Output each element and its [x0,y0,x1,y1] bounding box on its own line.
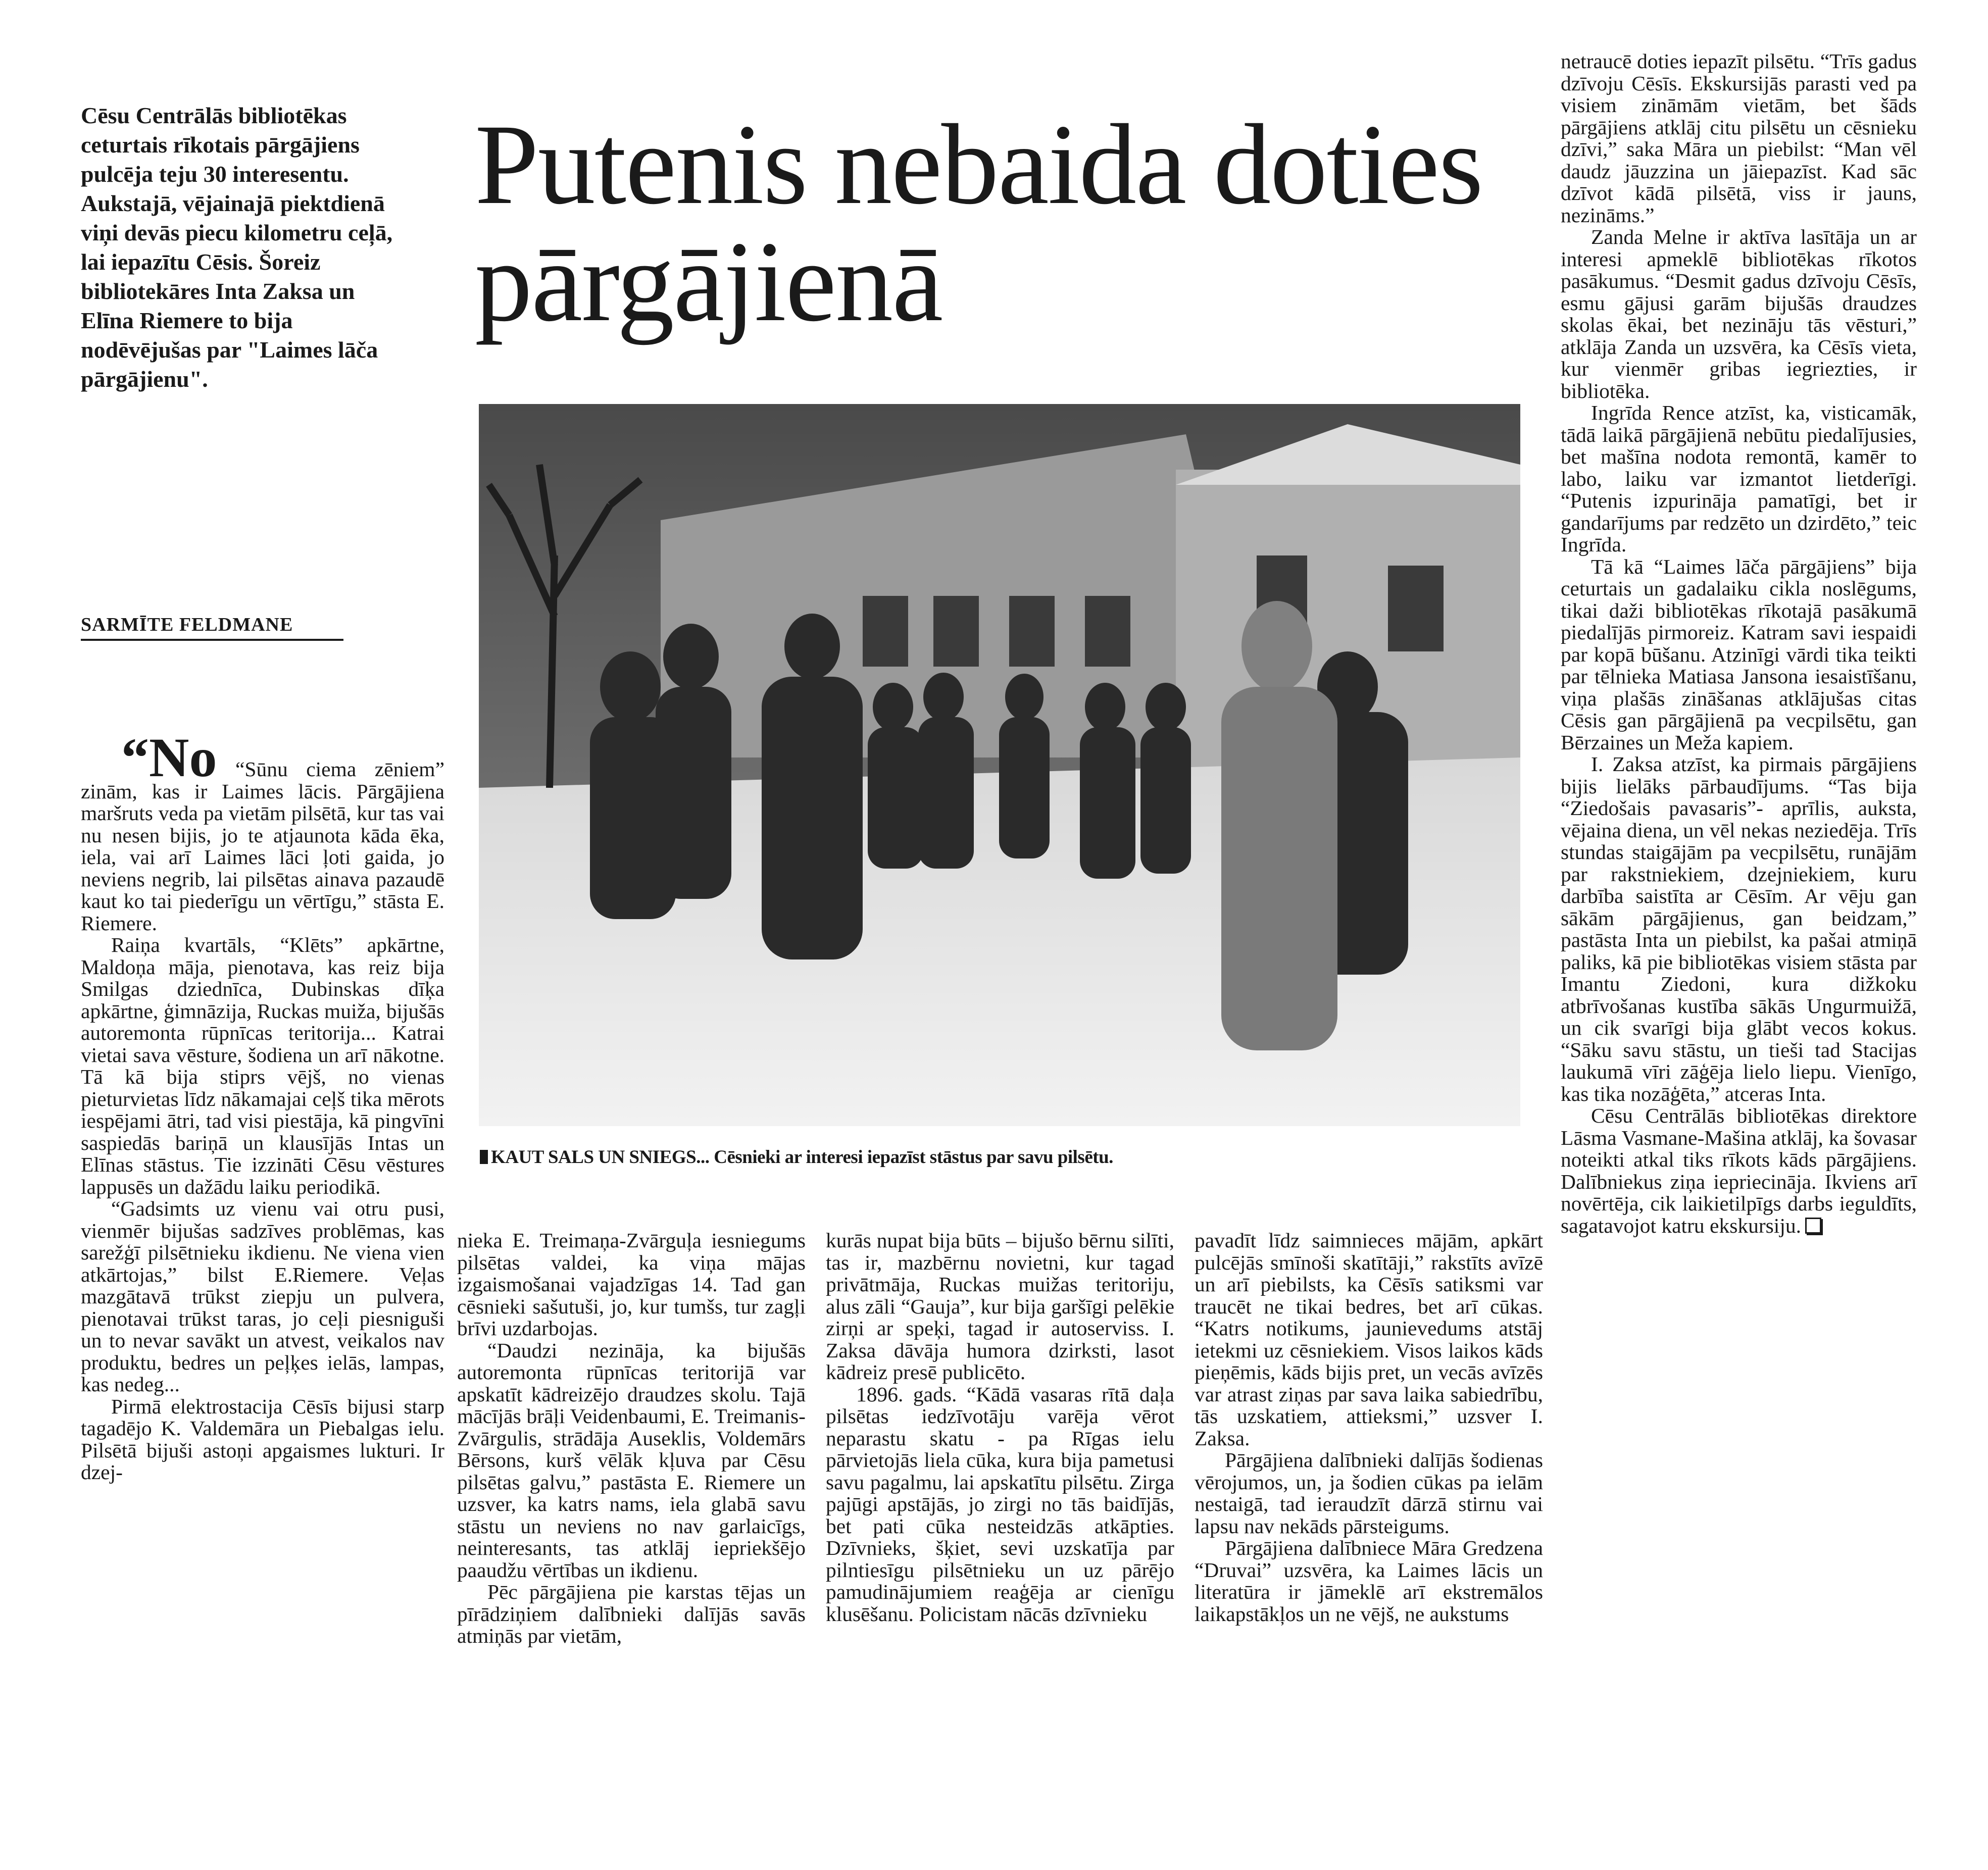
dropcap: “No [121,727,217,788]
caption-text: Cēsnieki ar interesi iepazīst stāstus par savu pilsētu. [709,1147,1113,1168]
paragraph: “Gadsimts uz vienu vai otru pusi, vienmēr bijušas sadzīves problēmas, kas sarežģī pilsētnieku ikdienu. Ne viena vien atkārtojas,” bilst E.Riemere. Veļas mazgātavā trūkst ziepju un pulvera, pienotavai trūkst taras, jo ceļi piesniguši un to nevar savākt un atvest, veikalos nav produktu, bedres un peļķes ielās, lampas, kas nedeg... [81,1197,444,1396]
paragraph: Zanda Melne ir aktīva lasītāja un ar interesi apmeklē bibliotēkas rīkotos pasākumus. “Desmit gadus dzīvoju Cēsīs, esmu gājusi garām bijušās draudzes skolas ēkai, bet nezināju tās vēsturi,” atklāja Zanda un uzsvēra, ka Cēsīs vieta, kur vienmēr gribas iegriezties, ir bibliotēka. [1561,225,1917,402]
body-column-2 [457,1230,806,1647]
body-column-5 [1561,50,1917,1237]
paragraph: pavadīt līdz saimnieces mājām, apkārt pulcējās smīnoši skatītāji,” rakstīts avīzē un arī piebilsts, ka Cēsīs satiksmi var traucēt ne tikai bedres, bet arī cūkas. “Katrs notikums, jaunievedums atstāj ietekmi uz cēsniekiem. Visos laikos kāds pieņēmis, kāds bijis pret, un vecās avīzēs var atrast ziņas par sava laika sabiedrību, tās uzskatiem, attieksmi,” uzsver I. Zaksa. [1195,1229,1543,1450]
paragraph: netraucē doties iepazīt pilsētu. “Trīs gadus dzīvoju Cēsīs. Ekskursijās parasti ved pa visiem zināmām vietām, bet šāds pārgājiens atklāj citu pilsētu un cēsnieku dzīvi,” saka Māra un piebilst: “Man vēl daudz jāuzzina un jāiepazīst. Kad sāc dzīvot kādā pilsētā, viss ir jauns, nezināms.” [1561,49,1917,227]
paragraph: Tā kā “Laimes lāča pārgājiens” bija ceturtais un gadalaiku cikla noslēgums, tikai daži bibliotēkas rīkotajā pasākumā piedalījās pirmoreiz. Katram savi iespaidi par kopā būšanu. Atzinīgi vārdi tika teikti par tēlnieka Matiasa Jansona iesaistīšanu, viņa plašās zināšanas atklājušas citas Cēsis gan pārgājienā pa vecpilsētu, gan Bērzaines un Meža kapiem. [1561,554,1917,754]
paragraph: nieka E. Treimaņa-Zvārguļa iesniegums pilsētas valdei, ka viņa mājas izgaismošanai vajadzīgas 14. Tad gan cēsnieki sašutuši, jo, kur tumšs, tur zagļi brīvi uzdarbojas. [457,1229,806,1340]
article-photo [479,404,1520,1126]
caption-lead: KAUT SALS UN SNIEGS... [491,1147,710,1168]
paragraph: Pēc pārgājiena pie karstas tējas un pīrādziņiem dalībnieki dalījās savās atmiņās par vietām, [457,1580,806,1647]
paragraph: Pirmā elektrostacija Cēsīs bijusi starp tagadējo K. Valdemāra un Piebalgas ielu. Pilsētā bijuši astoņi apgaismes lukturi. Ir dzej- [81,1394,444,1484]
paragraph: “Sūnu ciema zēniem” zinām, kas ir Laimes lācis. Pārgājiena maršruts veda pa vietām pilsētā, kur tas vai nu nesen bijis, jo te atjaunota kāda ēka, iela, vai arī Laimes lāci ļoti gaida, jo neviens negrib, lai pilsētas ainava pazaudē kaut ko tai piederīgu un vērtīgu,” stāsta E. Riemere. [81,757,444,935]
article-lead: Cēsu Centrālās bibliotēkas ceturtais rīkotais pārgājiens pulcēja teju 30 interesentu. Aukstajā, vējainajā piektdienā viņi devās piecu kilometru ceļā, lai iepazītu Cēsis. Šoreiz bibliotekāres Inta Zaksa un Elīna Riemere to bija nodēvējušas par "Laimes lāča pārgājienu". [81,103,393,392]
headline: Putenis nebaida doties pārgājienā [475,101,1482,345]
end-square-icon [1805,1218,1821,1234]
photo-winter-walk-group [479,404,1520,1126]
paragraph: Raiņa kvartāls, “Klēts” apkārtne, Maldoņa māja, pienotava, kas reiz bija Smilgas dziednīca, Dubinskas dīķa apkārtne, ģimnāzija, Ruckas muiža, bijušās autoremonta rūpnīcas teritorija... Katrai vietai sava vēsture, šodiena un arī nākotne. Tā kā bija stiprs vējš, no vienas pieturvietas līdz nākamajai ceļš tika mērots iespējami ātri, tad visi piestāja, kā pingvīni saspiedās bariņā un klausījās Intas un Elīnas stāstus. Tie izzināti Cēsu vēstures lappusēs un dažādu laiku periodikā. [81,933,444,1198]
paragraph: kurās nupat bija būts – bijušo bērnu silīti, tas ir, mazbērnu novietni, kur tagad privātmāja, Ruckas muižas teritoriju, alus zāli “Gauja”, kur bija garšīgi pelēkie zirņi ar speķi, tagad ir autoserviss. I. Zaksa dāvāja humora dzirksti, lasot kādreiz presē publicēto. [826,1229,1174,1384]
paragraph: Cēsu Centrālās bibliotēkas direktore Lāsma Vasmane-Mašina atklāj, ka šovasar noteikti atkal tiks rīkots kāds pārgājiens. Dalībniekus ziņa iepriecināja. Ikviens arī novērtēja, cik laikietilpīgs darbs ieguldīts, sagatavojot katru ekskursiju. [1561,1104,1917,1237]
paragraph: Pārgājiena dalībnieki dalījās šodienas vērojumos, un, ja šodien cūkas pa ielām nestaigā, tad ieraudzīt dārzā stirnu vai lapsu nav nekāds pārsteigums. [1195,1448,1543,1538]
body-column-1 [81,727,444,1484]
paragraph: “Daudzi nezināja, ka bijušās autoremonta rūpnīcas teritorijā var apskatīt kādreizējo draudzes skolu. Tajā mācījās brāļi Veidenbaumi, E. Treimanis-Zvārgulis, strādāja Auseklis, Voldemārs Bērsons, kurš vēlāk kļuva par Cēsu pilsētas galvu,” pastāsta E. Riemere un uzsver, ka katrs nams, iela glabā savu stāstu un neviens no nav garlaicīgs, neinteresants, tas atklāj iepriekšējo paaudžu vērtības un ikdienu. [457,1338,806,1582]
body-column-3 [826,1230,1174,1625]
photo-caption [480,1146,1540,1168]
byline: SARMĪTE FELDMANE [81,614,343,641]
caption-bullet-icon [480,1150,488,1164]
body-column-4 [1195,1230,1543,1625]
paragraph: Ingrīda Rence atzīst, ka, visticamāk, tādā laikā pārgājienā nebūtu piedalījusies, bet mašīna nodota remontā, kamēr to labo, laiku var izmantot lietderīgi. “Putenis izpurināja pamatīgi, bet ir gandarījums par redzēto un dzirdēto,” teic Ingrīda. [1561,401,1917,556]
paragraph: I. Zaksa atzīst, ka pirmais pārgājiens bijis lielāks pārbaudījums. “Tas bija “Ziedošais pavasaris”- aprīlis, auksta, vējaina diena, un vēl nekas neziedēja. Trīs stundas staigājām pa vecpilsētu, runājām par rakstniekiem, dzejniekiem, kuru darbība saistīta ar Cēsīm. Ar vēju gan sākām pārgājienus, gan beidzam,” pastāsta Inta un piebilst, ka pašai atmiņā paliks, kā pie bibliotēkas visiem stāsta par Imantu Ziedoni, kura dižkoku atbrīvošanas kustība sākās Ungurmuižā, un cik svarīgi bija glābt vecos kokus. “Sāku savu stāstu, un tieši tad Stacijas laukumā vīri zāģēja lielo liepu. Vienīgo, kas tika nozāģēta,” atceras Inta. [1561,752,1917,1105]
paragraph: Pārgājiena dalībniece Māra Gredzena “Druvai” uzsvēra, ka Laimes lācis un literatūra ir jāmeklē arī ekstremālos laikapstākļos un ne vējš, ne aukstums [1195,1536,1543,1626]
paragraph: 1896. gads. “Kādā vasaras rītā daļa pilsētas iedzīvotāju varēja vērot neparastu skatu - pa Rīgas ielu pārvietojās liela cūka, kura bija pametusi savu pagalmu, lai apskatītu pilsētu. Zirga pajūgi apstājās, jo zirgi no tās baidījās, bet pati cūka nesteidzās atkāpties. Dzīvnieks, šķiet, sevi uzskatīja par pilntiesīgu pilsētnieku un uz pārējo pamudinājumiem reaģēja ar cienīgu klusēšanu. Policistam nācās dzīvnieku [826,1382,1174,1626]
